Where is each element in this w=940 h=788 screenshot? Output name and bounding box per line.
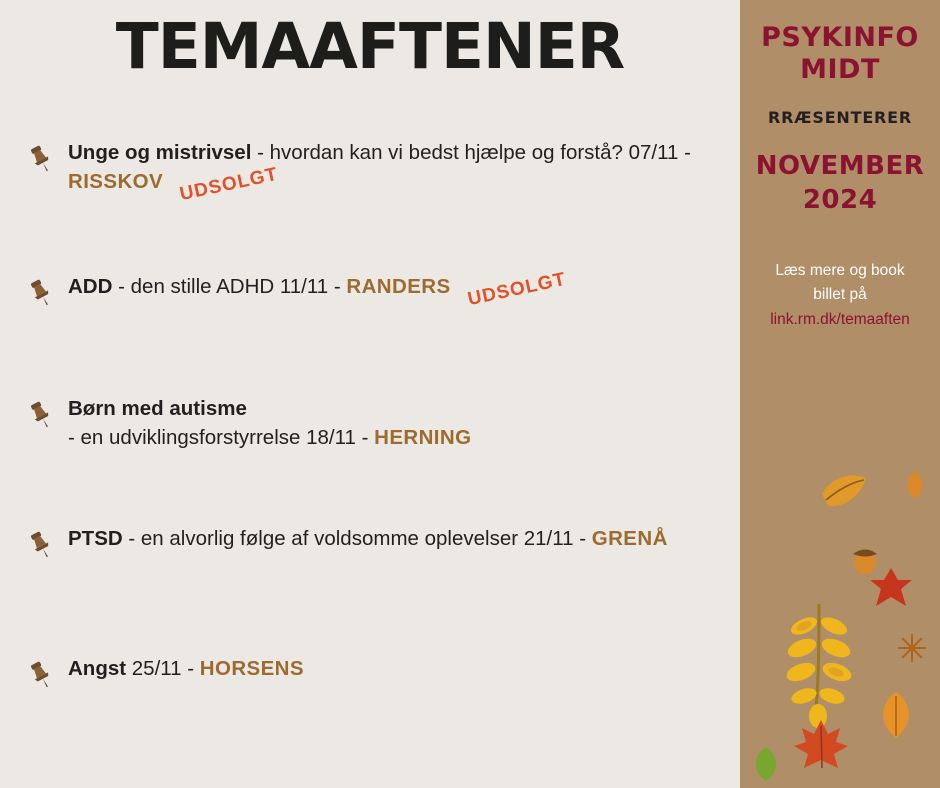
pushpin-icon — [26, 530, 56, 560]
event-description: - hvordan kan vi bedst hjælpe og forstå? 07/11 - — [251, 141, 691, 164]
event-text — [68, 138, 730, 206]
event-title: Angst — [68, 657, 127, 680]
event-city: RANDERS — [346, 275, 451, 298]
event-city: RISSKOV — [68, 170, 164, 193]
sidebar — [740, 0, 940, 788]
leaf-icon — [746, 744, 786, 788]
list-item — [0, 138, 740, 272]
brand-line-1: PSYKINFO — [761, 22, 919, 53]
fern-leaf-icon — [774, 600, 864, 735]
maple-leaf-icon — [792, 718, 850, 779]
booking-link[interactable]: link.rm.dk/temaaften — [770, 311, 910, 328]
list-item — [0, 524, 740, 654]
star-leaf-icon — [896, 632, 928, 669]
year-label: 2024 — [802, 185, 878, 215]
page-title: TEMAAFTENER — [115, 10, 625, 83]
booking-info — [740, 259, 940, 307]
status-badge: UDSOLGT — [177, 163, 281, 206]
event-city: HORSENS — [199, 657, 304, 680]
event-title: PTSD — [68, 527, 123, 550]
brand-title — [740, 22, 940, 86]
event-description: - en alvorlig følge af voldsomme oplevelser 21/11 - — [122, 527, 592, 550]
date-block — [740, 149, 940, 217]
pushpin-icon — [26, 400, 56, 430]
list-item — [0, 268, 740, 394]
leaf-icon — [868, 566, 914, 617]
brand-line-2: MIDT — [800, 54, 880, 85]
leaf-icon — [818, 468, 870, 517]
event-description: 25/11 - — [126, 657, 200, 680]
presents-label: RRÆSENTERER — [767, 108, 913, 127]
booking-info-line-2: billet på — [813, 286, 867, 303]
list-item — [0, 394, 740, 524]
event-text — [68, 268, 730, 311]
event-text — [68, 654, 730, 683]
pushpin-icon — [26, 278, 56, 308]
month-label: NOVEMBER — [755, 151, 925, 181]
status-badge: UDSOLGT — [465, 268, 568, 311]
leaf-icon — [874, 690, 918, 745]
event-text — [68, 394, 730, 452]
pushpin-icon — [26, 660, 56, 690]
event-description: - den stille ADHD 11/11 - — [112, 275, 347, 298]
booking-info-line-1: Læs mere og book — [775, 262, 905, 279]
pushpin-icon — [26, 144, 56, 174]
event-title: ADD — [68, 275, 113, 298]
event-title: Unge og mistrivsel — [68, 141, 252, 164]
leaf-icon — [902, 470, 928, 505]
list-item — [0, 654, 740, 714]
event-title: Børn med autisme — [68, 397, 247, 420]
event-text — [68, 524, 730, 553]
event-city: HERNING — [374, 426, 472, 449]
acorn-icon — [848, 540, 882, 581]
event-city: GRENÅ — [591, 527, 668, 550]
event-description: - en udviklingsforstyrrelse 18/11 - — [68, 426, 375, 449]
event-list — [0, 138, 740, 714]
